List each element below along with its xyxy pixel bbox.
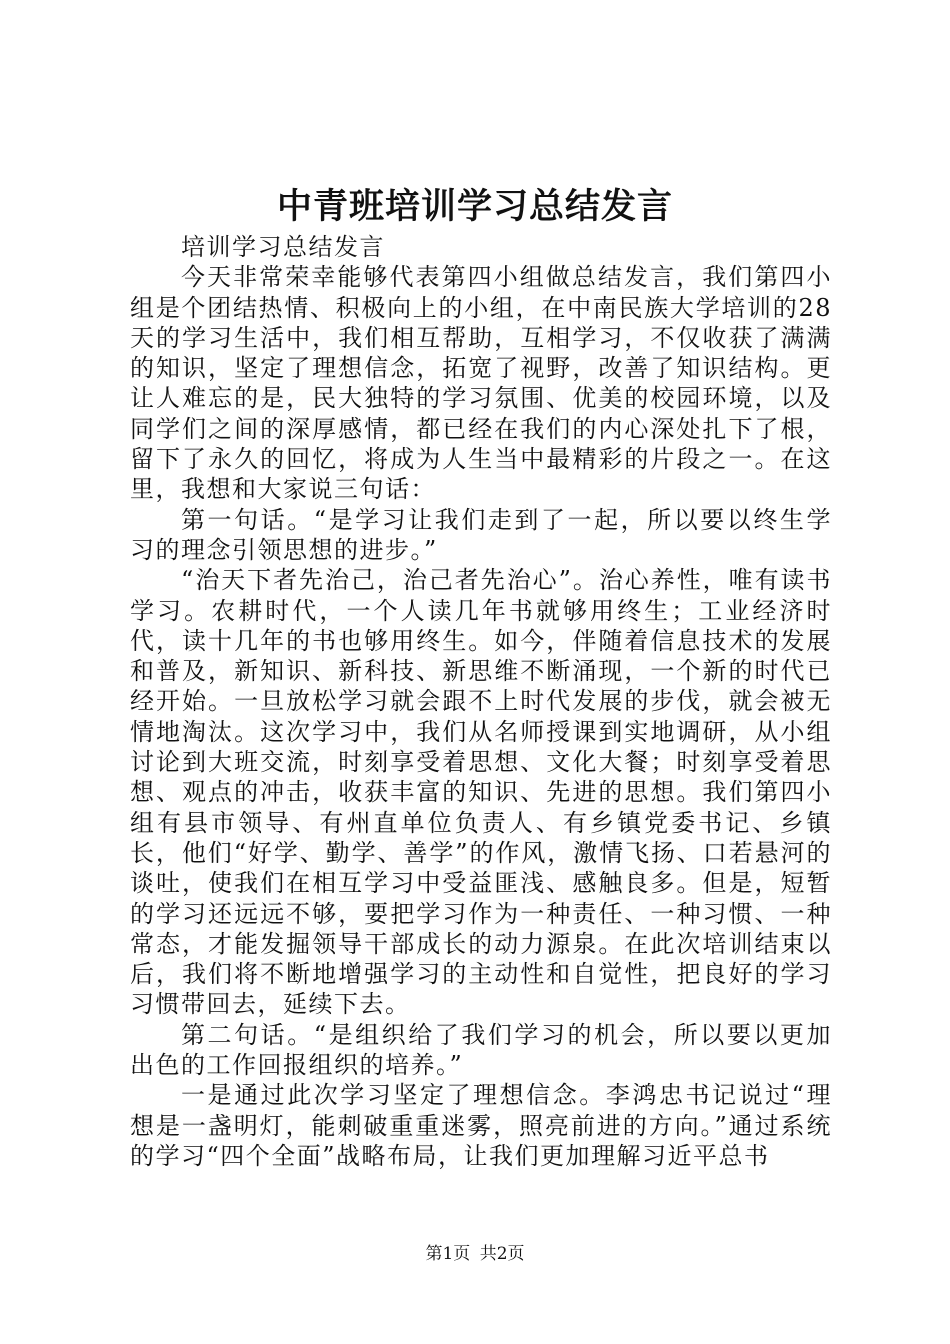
paragraph-heading: 培训学习总结发言 — [181, 233, 385, 261]
paragraph-intro: 今天非常荣幸能够代表第四小组做总结发言，我们第四小组是个团结热情、积极向上的小组，在中南民族大学培训的28天的学习生活中，我们相互帮助，互相学习，不仅收获了满满的知识，坚定了理想信念，拓宽了视野，改善了知识结构。更让人难忘的是，民大独特的学习氛围、优美的校园环境，以及同学们之间的深厚感情，都已经在我们的内心深处扎下了根，留下了永久的回忆，将成为人生当中最精彩的片段之一。在这里，我想和大家说三句话： — [130, 263, 832, 504]
document-body — [130, 232, 832, 1171]
page-footer — [0, 1243, 950, 1265]
page-total: 共2页 — [479, 1244, 525, 1264]
document-title: 中青班培训学习总结发言 — [276, 186, 673, 227]
page-number: 第1页 — [425, 1244, 471, 1264]
paragraph-second-detail: 一是通过此次学习坚定了理想信念。李鸿忠书记说过“理想是一盏明灯，能刺破重重迷雾，照亮前进的方向。”通过系统的学习“四个全面”战略布局，让我们更加理解习近平总书 — [130, 1081, 832, 1170]
paragraph-first-point: 第一句话。“是学习让我们走到了一起，所以要以终生学习的理念引领思想的进步。” — [130, 505, 832, 564]
paragraph-first-detail: “治天下者先治己，治己者先治心”。治心养性，唯有读书学习。农耕时代，一个人读几年书就够用终生；工业经济时代，读十几年的书也够用终生。如今，伴随着信息技术的发展和普及，新知识、新科技、新思维不断涌现，一个新的时代已经开始。一旦放松学习就会跟不上时代发展的步伐，就会被无情地淘汰。这次学习中，我们从名师授课到实地调研，从小组讨论到大班交流，时刻享受着思想、文化大餐；时刻享受着思想、观点的冲击，收获丰富的知识、先进的思想。我们第四小组有县市领导、有州直单位负责人、有乡镇党委书记、乡镇长，他们“好学、勤学、善学”的作风，激情飞扬、口若悬河的谈吐，使我们在相互学习中受益匪浅、感触良多。但是，短暂的学习还远远不够，要把学习作为一种责任、一种习惯、一种常态，才能发掘领导干部成长的动力源泉。在此次培训结束以后，我们将不断地增强学习的主动性和自觉性，把良好的学习习惯带回去，延续下去。 — [130, 566, 832, 1019]
paragraph-second-point: 第二句话。“是组织给了我们学习的机会，所以要以更加出色的工作回报组织的培养。” — [130, 1020, 832, 1080]
